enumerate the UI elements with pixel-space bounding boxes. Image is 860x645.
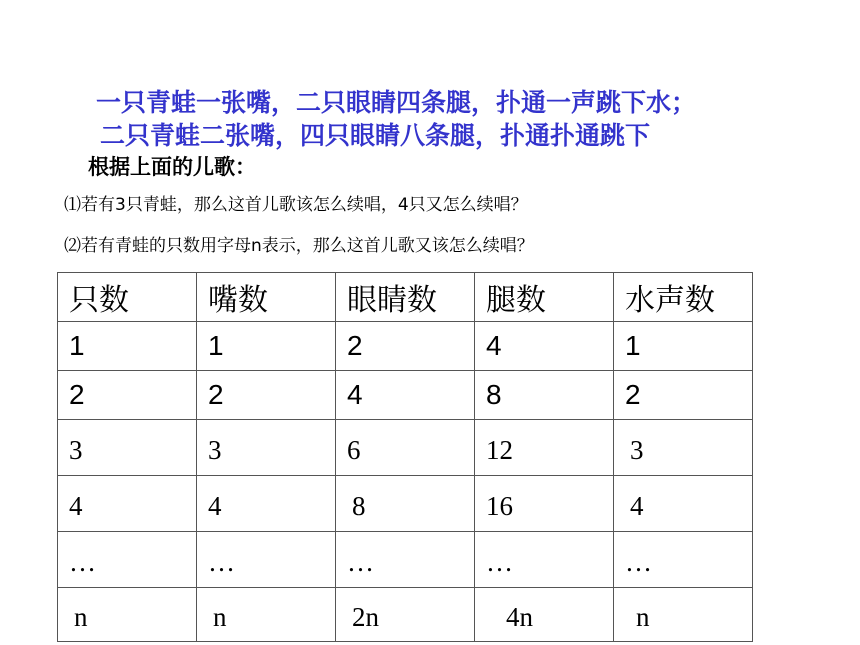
- table-cell: …: [197, 532, 336, 588]
- table-cell: n: [614, 588, 753, 642]
- header-cell-splashes: 水声数: [614, 273, 753, 322]
- table-cell: 4: [614, 476, 753, 532]
- header-cell-mouths: 嘴数: [197, 273, 336, 322]
- table-cell: …: [58, 532, 197, 588]
- question-2: ⑵若有青蛙的只数用字母n表示，那么这首儿歌又该怎么续唱？: [64, 236, 534, 256]
- table-row: [58, 371, 753, 420]
- table-cell: 2: [336, 322, 475, 371]
- verse-line-2: 二只青蛙二张嘴，四只眼睛八条腿，扑通扑通跳下: [100, 121, 651, 150]
- header-cell-count: 只数: [58, 273, 197, 322]
- table-cell: …: [336, 532, 475, 588]
- table-cell: 8: [336, 476, 475, 532]
- table-cell: …: [614, 532, 753, 588]
- table-cell: 3: [197, 420, 336, 476]
- table-cell: 1: [197, 322, 336, 371]
- table-cell: 4: [475, 322, 614, 371]
- table-cell: 4: [197, 476, 336, 532]
- table-cell: 8: [475, 371, 614, 420]
- table-header-row: [58, 273, 753, 322]
- table-cell: 2: [58, 371, 197, 420]
- table-cell: 4: [58, 476, 197, 532]
- table-cell: n: [58, 588, 197, 642]
- header-cell-eyes: 眼睛数: [336, 273, 475, 322]
- table-cell: 6: [336, 420, 475, 476]
- table-row: [58, 476, 753, 532]
- table-row: [58, 322, 753, 371]
- table-cell: 3: [614, 420, 753, 476]
- table-cell: 2: [614, 371, 753, 420]
- table-cell: 12: [475, 420, 614, 476]
- question-1: ⑴若有3只青蛙，那么这首儿歌该怎么续唱，4只又怎么续唱？: [64, 195, 528, 215]
- table-cell: 1: [58, 322, 197, 371]
- table-cell: 16: [475, 476, 614, 532]
- intro-heading: 根据上面的儿歌：: [88, 155, 256, 179]
- frog-count-table: [57, 272, 753, 642]
- table-row: [58, 588, 753, 642]
- table-row: [58, 532, 753, 588]
- table-cell: …: [475, 532, 614, 588]
- table-cell: 4: [336, 371, 475, 420]
- table-cell: 4n: [475, 588, 614, 642]
- verse-line-1: 一只青蛙一张嘴，二只眼睛四条腿，扑通一声跳下水；: [96, 88, 697, 117]
- table-cell: 3: [58, 420, 197, 476]
- table-cell: 2: [197, 371, 336, 420]
- table-row: [58, 420, 753, 476]
- table-cell: 2n: [336, 588, 475, 642]
- header-cell-legs: 腿数: [475, 273, 614, 322]
- table-cell: 1: [614, 322, 753, 371]
- table-cell: n: [197, 588, 336, 642]
